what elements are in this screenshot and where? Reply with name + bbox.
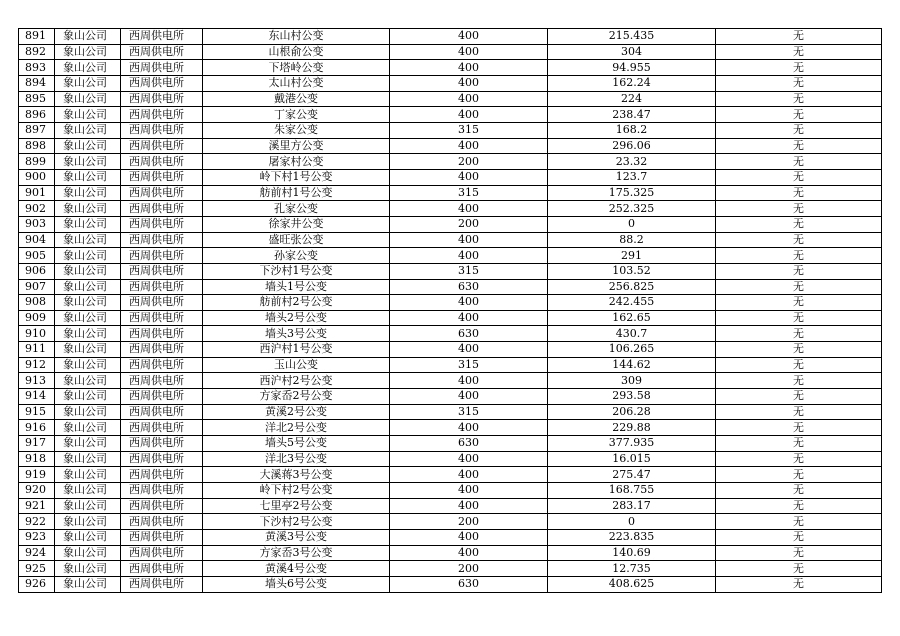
transformer-name-cell[interactable]: 山根俞公变 (203, 44, 390, 60)
table-row (19, 373, 882, 389)
table-row (19, 263, 882, 279)
row-index-cell[interactable]: 916 (19, 420, 55, 436)
row-index-cell[interactable]: 907 (19, 279, 55, 295)
row-index-cell[interactable]: 892 (19, 44, 55, 60)
capacity-cell[interactable]: 400 (390, 451, 548, 467)
note-cell[interactable]: 无 (716, 342, 882, 358)
transformer-name-cell[interactable]: 岭下村2号公变 (203, 483, 390, 499)
row-index-cell[interactable]: 920 (19, 483, 55, 499)
table-row (19, 514, 882, 530)
note-cell[interactable]: 无 (716, 310, 882, 326)
company-cell[interactable]: 象山公司 (55, 420, 121, 436)
transformer-name-cell[interactable]: 舫前村1号公变 (203, 185, 390, 201)
table-row (19, 420, 882, 436)
company-cell[interactable]: 象山公司 (55, 561, 121, 577)
table-row (19, 561, 882, 577)
note-cell[interactable]: 无 (716, 154, 882, 170)
load-cell[interactable]: 430.7 (548, 326, 716, 342)
transformer-name-cell[interactable]: 墙头6号公变 (203, 576, 390, 592)
row-index-cell[interactable]: 904 (19, 232, 55, 248)
load-cell[interactable]: 103.52 (548, 263, 716, 279)
capacity-cell[interactable]: 400 (390, 91, 548, 107)
row-index-cell[interactable]: 898 (19, 138, 55, 154)
transformer-name-cell[interactable]: 七里亭2号公变 (203, 498, 390, 514)
station-cell[interactable]: 西周供电所 (121, 576, 203, 592)
row-index-cell[interactable]: 894 (19, 75, 55, 91)
row-index-cell[interactable]: 922 (19, 514, 55, 530)
transformer-name-cell[interactable]: 戴港公变 (203, 91, 390, 107)
row-index-cell[interactable]: 901 (19, 185, 55, 201)
station-cell[interactable]: 西周供电所 (121, 530, 203, 546)
station-cell[interactable]: 西周供电所 (121, 357, 203, 373)
table-row (19, 326, 882, 342)
company-cell[interactable]: 象山公司 (55, 498, 121, 514)
row-index-cell[interactable]: 925 (19, 561, 55, 577)
note-cell[interactable]: 无 (716, 29, 882, 45)
table-row (19, 576, 882, 592)
note-cell[interactable]: 无 (716, 404, 882, 420)
capacity-cell[interactable]: 400 (390, 483, 548, 499)
station-cell[interactable]: 西周供电所 (121, 29, 203, 45)
row-index-cell[interactable]: 923 (19, 530, 55, 546)
company-cell[interactable]: 象山公司 (55, 263, 121, 279)
capacity-cell[interactable]: 400 (390, 310, 548, 326)
company-cell[interactable]: 象山公司 (55, 342, 121, 358)
transformer-name-cell[interactable]: 大溪蒋3号公变 (203, 467, 390, 483)
row-index-cell[interactable]: 910 (19, 326, 55, 342)
load-cell[interactable]: 144.62 (548, 357, 716, 373)
note-cell[interactable]: 无 (716, 530, 882, 546)
row-index-cell[interactable]: 914 (19, 389, 55, 405)
note-cell[interactable]: 无 (716, 389, 882, 405)
company-cell[interactable]: 象山公司 (55, 514, 121, 530)
table-row (19, 451, 882, 467)
table-row (19, 29, 882, 45)
capacity-cell[interactable]: 315 (390, 357, 548, 373)
table-row (19, 107, 882, 123)
company-cell[interactable]: 象山公司 (55, 451, 121, 467)
note-cell[interactable]: 无 (716, 107, 882, 123)
company-cell[interactable]: 象山公司 (55, 295, 121, 311)
capacity-cell[interactable]: 200 (390, 561, 548, 577)
load-cell[interactable]: 283.17 (548, 498, 716, 514)
station-cell[interactable]: 西周供电所 (121, 138, 203, 154)
table-row (19, 248, 882, 264)
transformer-name-cell[interactable]: 岭下村1号公变 (203, 169, 390, 185)
transformer-name-cell[interactable]: 洋北2号公变 (203, 420, 390, 436)
row-index-cell[interactable]: 919 (19, 467, 55, 483)
table-row (19, 185, 882, 201)
capacity-cell[interactable]: 630 (390, 576, 548, 592)
note-cell[interactable]: 无 (716, 44, 882, 60)
station-cell[interactable]: 西周供电所 (121, 342, 203, 358)
company-cell[interactable]: 象山公司 (55, 154, 121, 170)
load-cell[interactable]: 309 (548, 373, 716, 389)
load-cell[interactable]: 0 (548, 514, 716, 530)
load-cell[interactable]: 162.24 (548, 75, 716, 91)
capacity-cell[interactable]: 400 (390, 467, 548, 483)
load-cell[interactable]: 12.735 (548, 561, 716, 577)
note-cell[interactable]: 无 (716, 232, 882, 248)
station-cell[interactable]: 西周供电所 (121, 248, 203, 264)
company-cell[interactable]: 象山公司 (55, 467, 121, 483)
company-cell[interactable]: 象山公司 (55, 576, 121, 592)
station-cell[interactable]: 西周供电所 (121, 498, 203, 514)
table-row (19, 201, 882, 217)
company-cell[interactable]: 象山公司 (55, 279, 121, 295)
capacity-cell[interactable]: 400 (390, 107, 548, 123)
row-index-cell[interactable]: 905 (19, 248, 55, 264)
note-cell[interactable]: 无 (716, 373, 882, 389)
station-cell[interactable]: 西周供电所 (121, 545, 203, 561)
transformer-name-cell[interactable]: 墙头3号公变 (203, 326, 390, 342)
capacity-cell[interactable]: 400 (390, 44, 548, 60)
station-cell[interactable]: 西周供电所 (121, 326, 203, 342)
capacity-cell[interactable]: 400 (390, 342, 548, 358)
capacity-cell[interactable]: 630 (390, 279, 548, 295)
station-cell[interactable]: 西周供电所 (121, 185, 203, 201)
capacity-cell[interactable]: 200 (390, 216, 548, 232)
note-cell[interactable]: 无 (716, 201, 882, 217)
station-cell[interactable]: 西周供电所 (121, 169, 203, 185)
capacity-cell[interactable]: 200 (390, 154, 548, 170)
capacity-cell[interactable]: 400 (390, 420, 548, 436)
capacity-cell[interactable]: 315 (390, 263, 548, 279)
capacity-cell[interactable]: 400 (390, 530, 548, 546)
station-cell[interactable]: 西周供电所 (121, 295, 203, 311)
row-index-cell[interactable]: 895 (19, 91, 55, 107)
company-cell[interactable]: 象山公司 (55, 60, 121, 76)
load-cell[interactable]: 293.58 (548, 389, 716, 405)
load-cell[interactable]: 238.47 (548, 107, 716, 123)
company-cell[interactable]: 象山公司 (55, 545, 121, 561)
company-cell[interactable]: 象山公司 (55, 29, 121, 45)
row-index-cell[interactable]: 911 (19, 342, 55, 358)
station-cell[interactable]: 西周供电所 (121, 404, 203, 420)
load-cell[interactable]: 206.28 (548, 404, 716, 420)
capacity-cell[interactable]: 315 (390, 404, 548, 420)
station-cell[interactable]: 西周供电所 (121, 467, 203, 483)
load-cell[interactable]: 275.47 (548, 467, 716, 483)
transformer-name-cell[interactable]: 方家岙2号公变 (203, 389, 390, 405)
load-cell[interactable]: 106.265 (548, 342, 716, 358)
table-row (19, 404, 882, 420)
station-cell[interactable]: 西周供电所 (121, 451, 203, 467)
load-cell[interactable]: 23.32 (548, 154, 716, 170)
load-cell[interactable]: 175.325 (548, 185, 716, 201)
load-cell[interactable]: 168.2 (548, 122, 716, 138)
load-cell[interactable]: 224 (548, 91, 716, 107)
station-cell[interactable]: 西周供电所 (121, 310, 203, 326)
row-index-cell[interactable]: 918 (19, 451, 55, 467)
company-cell[interactable]: 象山公司 (55, 138, 121, 154)
table-row (19, 357, 882, 373)
station-cell[interactable]: 西周供电所 (121, 389, 203, 405)
capacity-cell[interactable]: 400 (390, 498, 548, 514)
load-cell[interactable]: 88.2 (548, 232, 716, 248)
station-cell[interactable]: 西周供电所 (121, 60, 203, 76)
transformer-name-cell[interactable]: 玉山公变 (203, 357, 390, 373)
note-cell[interactable]: 无 (716, 75, 882, 91)
note-cell[interactable]: 无 (716, 467, 882, 483)
capacity-cell[interactable]: 400 (390, 75, 548, 91)
transformer-name-cell[interactable]: 孔家公变 (203, 201, 390, 217)
capacity-cell[interactable]: 400 (390, 29, 548, 45)
station-cell[interactable]: 西周供电所 (121, 420, 203, 436)
note-cell[interactable]: 无 (716, 561, 882, 577)
table-row (19, 545, 882, 561)
note-cell[interactable]: 无 (716, 326, 882, 342)
note-cell[interactable]: 无 (716, 60, 882, 76)
transformer-name-cell[interactable]: 墙头1号公变 (203, 279, 390, 295)
company-cell[interactable]: 象山公司 (55, 404, 121, 420)
capacity-cell[interactable]: 400 (390, 138, 548, 154)
company-cell[interactable]: 象山公司 (55, 44, 121, 60)
table-row (19, 436, 882, 452)
load-cell[interactable]: 229.88 (548, 420, 716, 436)
note-cell[interactable]: 无 (716, 498, 882, 514)
capacity-cell[interactable]: 400 (390, 389, 548, 405)
capacity-cell[interactable]: 315 (390, 185, 548, 201)
transformer-table (18, 28, 882, 593)
station-cell[interactable]: 西周供电所 (121, 561, 203, 577)
station-cell[interactable]: 西周供电所 (121, 107, 203, 123)
table-row (19, 91, 882, 107)
company-cell[interactable]: 象山公司 (55, 201, 121, 217)
company-cell[interactable]: 象山公司 (55, 310, 121, 326)
load-cell[interactable]: 215.435 (548, 29, 716, 45)
load-cell[interactable]: 94.955 (548, 60, 716, 76)
company-cell[interactable]: 象山公司 (55, 91, 121, 107)
capacity-cell[interactable]: 400 (390, 545, 548, 561)
transformer-name-cell[interactable]: 徐家井公变 (203, 216, 390, 232)
row-index-cell[interactable]: 893 (19, 60, 55, 76)
company-cell[interactable]: 象山公司 (55, 357, 121, 373)
table-row (19, 498, 882, 514)
table-row (19, 530, 882, 546)
table-row (19, 279, 882, 295)
capacity-cell[interactable]: 400 (390, 60, 548, 76)
row-index-cell[interactable]: 896 (19, 107, 55, 123)
load-cell[interactable]: 168.755 (548, 483, 716, 499)
capacity-cell[interactable]: 400 (390, 295, 548, 311)
station-cell[interactable]: 西周供电所 (121, 44, 203, 60)
transformer-name-cell[interactable]: 太山村公变 (203, 75, 390, 91)
transformer-name-cell[interactable]: 朱家公变 (203, 122, 390, 138)
station-cell[interactable]: 西周供电所 (121, 232, 203, 248)
row-index-cell[interactable]: 903 (19, 216, 55, 232)
transformer-name-cell[interactable]: 西沪村1号公变 (203, 342, 390, 358)
company-cell[interactable]: 象山公司 (55, 232, 121, 248)
capacity-cell[interactable]: 400 (390, 373, 548, 389)
station-cell[interactable]: 西周供电所 (121, 483, 203, 499)
note-cell[interactable]: 无 (716, 451, 882, 467)
table-row (19, 483, 882, 499)
transformer-name-cell[interactable]: 墙头5号公变 (203, 436, 390, 452)
table-row (19, 342, 882, 358)
transformer-name-cell[interactable]: 丁家公变 (203, 107, 390, 123)
row-index-cell[interactable]: 891 (19, 29, 55, 45)
capacity-cell[interactable]: 200 (390, 514, 548, 530)
note-cell[interactable]: 无 (716, 576, 882, 592)
station-cell[interactable]: 西周供电所 (121, 122, 203, 138)
table-row (19, 169, 882, 185)
company-cell[interactable]: 象山公司 (55, 107, 121, 123)
note-cell[interactable]: 无 (716, 357, 882, 373)
note-cell[interactable]: 无 (716, 216, 882, 232)
row-index-cell[interactable]: 909 (19, 310, 55, 326)
company-cell[interactable]: 象山公司 (55, 389, 121, 405)
table-row (19, 310, 882, 326)
table-row (19, 295, 882, 311)
row-index-cell[interactable]: 913 (19, 373, 55, 389)
company-cell[interactable]: 象山公司 (55, 216, 121, 232)
row-index-cell[interactable]: 912 (19, 357, 55, 373)
table-row (19, 389, 882, 405)
capacity-cell[interactable]: 400 (390, 232, 548, 248)
transformer-name-cell[interactable]: 黄溪4号公变 (203, 561, 390, 577)
note-cell[interactable]: 无 (716, 514, 882, 530)
note-cell[interactable]: 无 (716, 279, 882, 295)
load-cell[interactable]: 408.625 (548, 576, 716, 592)
row-index-cell[interactable]: 915 (19, 404, 55, 420)
transformer-name-cell[interactable]: 黄溪3号公变 (203, 530, 390, 546)
table-row (19, 216, 882, 232)
table-row (19, 75, 882, 91)
company-cell[interactable]: 象山公司 (55, 326, 121, 342)
transformer-name-cell[interactable]: 下沙村2号公变 (203, 514, 390, 530)
table-row (19, 122, 882, 138)
station-cell[interactable]: 西周供电所 (121, 263, 203, 279)
table-row (19, 154, 882, 170)
transformer-name-cell[interactable]: 舫前村2号公变 (203, 295, 390, 311)
table-row (19, 467, 882, 483)
note-cell[interactable]: 无 (716, 91, 882, 107)
row-index-cell[interactable]: 924 (19, 545, 55, 561)
load-cell[interactable]: 291 (548, 248, 716, 264)
table-row (19, 232, 882, 248)
transformer-name-cell[interactable]: 东山村公变 (203, 29, 390, 45)
capacity-cell[interactable]: 630 (390, 436, 548, 452)
company-cell[interactable]: 象山公司 (55, 122, 121, 138)
note-cell[interactable]: 无 (716, 420, 882, 436)
note-cell[interactable]: 无 (716, 248, 882, 264)
load-cell[interactable]: 377.935 (548, 436, 716, 452)
company-cell[interactable]: 象山公司 (55, 530, 121, 546)
row-index-cell[interactable]: 902 (19, 201, 55, 217)
row-index-cell[interactable]: 906 (19, 263, 55, 279)
company-cell[interactable]: 象山公司 (55, 436, 121, 452)
transformer-name-cell[interactable]: 溪里方公变 (203, 138, 390, 154)
load-cell[interactable]: 256.825 (548, 279, 716, 295)
company-cell[interactable]: 象山公司 (55, 483, 121, 499)
note-cell[interactable]: 无 (716, 138, 882, 154)
station-cell[interactable]: 西周供电所 (121, 154, 203, 170)
transformer-name-cell[interactable]: 黄溪2号公变 (203, 404, 390, 420)
transformer-name-cell[interactable]: 西沪村2号公变 (203, 373, 390, 389)
transformer-name-cell[interactable]: 下塔岭公变 (203, 60, 390, 76)
station-cell[interactable]: 西周供电所 (121, 75, 203, 91)
transformer-name-cell[interactable]: 方家岙3号公变 (203, 545, 390, 561)
station-cell[interactable]: 西周供电所 (121, 279, 203, 295)
load-cell[interactable]: 296.06 (548, 138, 716, 154)
row-index-cell[interactable]: 921 (19, 498, 55, 514)
station-cell[interactable]: 西周供电所 (121, 514, 203, 530)
note-cell[interactable]: 无 (716, 122, 882, 138)
company-cell[interactable]: 象山公司 (55, 185, 121, 201)
table-body (19, 29, 882, 593)
capacity-cell[interactable]: 400 (390, 201, 548, 217)
table-row (19, 44, 882, 60)
transformer-name-cell[interactable]: 盛旺张公变 (203, 232, 390, 248)
load-cell[interactable]: 123.7 (548, 169, 716, 185)
transformer-name-cell[interactable]: 洋北3号公变 (203, 451, 390, 467)
capacity-cell[interactable]: 630 (390, 326, 548, 342)
load-cell[interactable]: 16.015 (548, 451, 716, 467)
load-cell[interactable]: 252.325 (548, 201, 716, 217)
transformer-name-cell[interactable]: 墙头2号公变 (203, 310, 390, 326)
row-index-cell[interactable]: 926 (19, 576, 55, 592)
note-cell[interactable]: 无 (716, 185, 882, 201)
table-row (19, 60, 882, 76)
company-cell[interactable]: 象山公司 (55, 248, 121, 264)
table-row (19, 138, 882, 154)
note-cell[interactable]: 无 (716, 295, 882, 311)
row-index-cell[interactable]: 897 (19, 122, 55, 138)
transformer-name-cell[interactable]: 屠家村公变 (203, 154, 390, 170)
capacity-cell[interactable]: 400 (390, 248, 548, 264)
note-cell[interactable]: 无 (716, 545, 882, 561)
transformer-name-cell[interactable]: 孙家公变 (203, 248, 390, 264)
transformer-name-cell[interactable]: 下沙村1号公变 (203, 263, 390, 279)
station-cell[interactable]: 西周供电所 (121, 201, 203, 217)
load-cell[interactable]: 140.69 (548, 545, 716, 561)
capacity-cell[interactable]: 400 (390, 169, 548, 185)
note-cell[interactable]: 无 (716, 263, 882, 279)
load-cell[interactable]: 0 (548, 216, 716, 232)
load-cell[interactable]: 162.65 (548, 310, 716, 326)
row-index-cell[interactable]: 899 (19, 154, 55, 170)
company-cell[interactable]: 象山公司 (55, 373, 121, 389)
note-cell[interactable]: 无 (716, 169, 882, 185)
company-cell[interactable]: 象山公司 (55, 75, 121, 91)
load-cell[interactable]: 242.455 (548, 295, 716, 311)
capacity-cell[interactable]: 315 (390, 122, 548, 138)
station-cell[interactable]: 西周供电所 (121, 216, 203, 232)
station-cell[interactable]: 西周供电所 (121, 91, 203, 107)
row-index-cell[interactable]: 917 (19, 436, 55, 452)
company-cell[interactable]: 象山公司 (55, 169, 121, 185)
station-cell[interactable]: 西周供电所 (121, 373, 203, 389)
note-cell[interactable]: 无 (716, 483, 882, 499)
load-cell[interactable]: 304 (548, 44, 716, 60)
load-cell[interactable]: 223.835 (548, 530, 716, 546)
station-cell[interactable]: 西周供电所 (121, 436, 203, 452)
row-index-cell[interactable]: 900 (19, 169, 55, 185)
row-index-cell[interactable]: 908 (19, 295, 55, 311)
note-cell[interactable]: 无 (716, 436, 882, 452)
